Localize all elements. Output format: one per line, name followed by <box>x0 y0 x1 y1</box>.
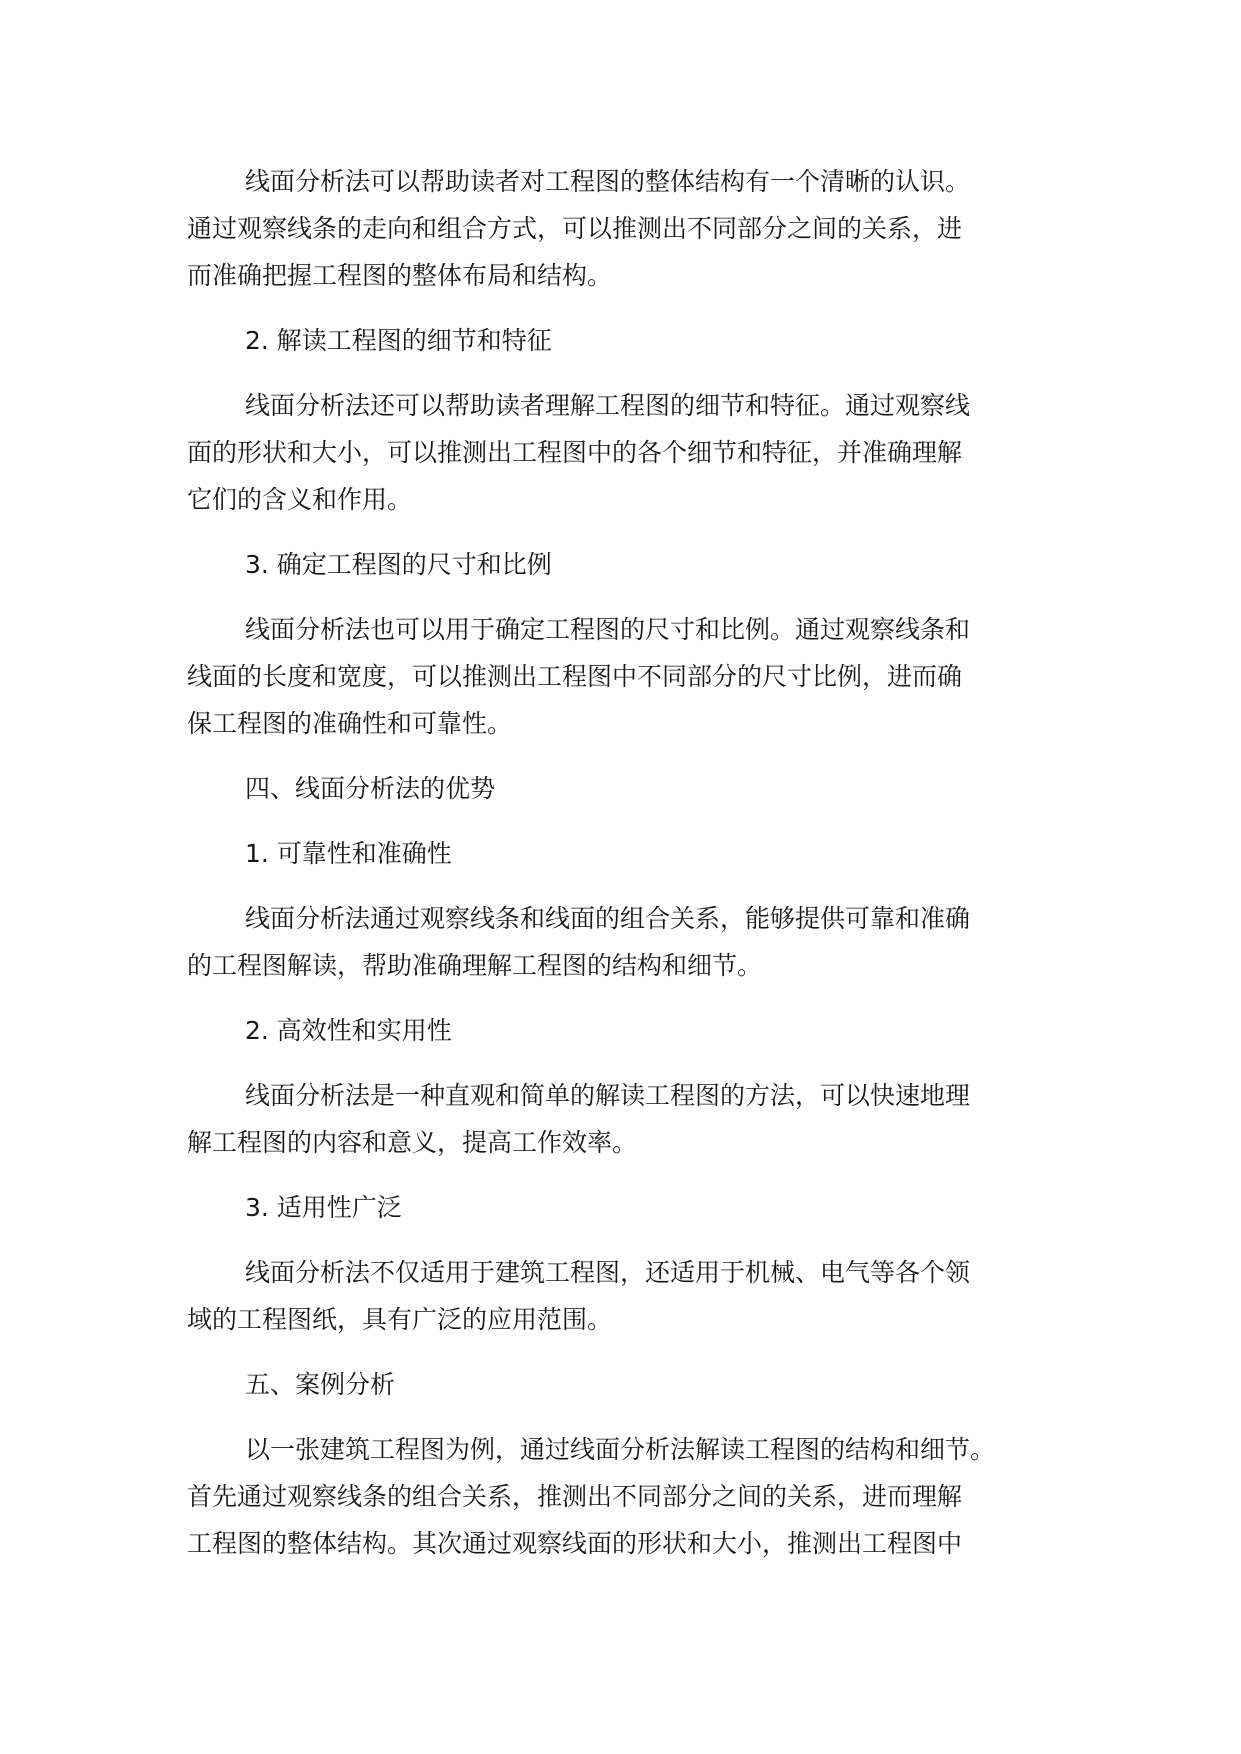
section-heading-case-study: 五、案例分析 <box>245 1370 396 1399</box>
paragraph-size-scale: 线面分析法也可以用于确定工程图的尺寸和比例。通过观察线条和 线面的长度和宽度，可以推测出工程图中不同部分的尺寸比例，进而确 保工程图的准确性和可靠性。 <box>187 615 971 738</box>
heading-applicability: 3. 适用性广泛 <box>245 1193 402 1222</box>
paragraph-case-study: 以一张建筑工程图为例，通过线面分析法解读工程图的结构和细节。 首先通过观察线条的组合关系，推测出不同部分之间的关系，进而理解 工程图的整体结构。其次通过观察线面的形状和大小，推测出工程图中 <box>187 1435 996 1558</box>
paragraph-overall-structure: 线面分析法可以帮助读者对工程图的整体结构有一个清晰的认识。 通过观察线条的走向和组合方式，可以推测出不同部分之间的关系，进 而准确把握工程图的整体布局和结构。 <box>187 167 971 290</box>
paragraph-efficiency: 线面分析法是一种直观和简单的解读工程图的方法，可以快速地理 解工程图的内容和意义，提高工作效率。 <box>187 1081 971 1157</box>
heading-size-scale: 3. 确定工程图的尺寸和比例 <box>245 550 552 579</box>
document-body <box>187 158 1047 1585</box>
paragraph-reliability: 线面分析法通过观察线条和线面的组合关系，能够提供可靠和准确 的工程图解读，帮助准确理解工程图的结构和细节。 <box>187 904 971 980</box>
paragraph-applicability: 线面分析法不仅适用于建筑工程图，还适用于机械、电气等各个领 域的工程图纸，具有广泛的应用范围。 <box>187 1258 971 1334</box>
heading-details-features: 2. 解读工程图的细节和特征 <box>245 326 552 355</box>
heading-reliability: 1. 可靠性和准确性 <box>245 839 452 868</box>
heading-efficiency: 2. 高效性和实用性 <box>245 1016 452 1045</box>
paragraph-details-features: 线面分析法还可以帮助读者理解工程图的细节和特征。通过观察线 面的形状和大小，可以推测出工程图中的各个细节和特征，并准确理解 它们的含义和作用。 <box>187 391 971 514</box>
section-heading-advantages: 四、线面分析法的优势 <box>245 774 496 803</box>
